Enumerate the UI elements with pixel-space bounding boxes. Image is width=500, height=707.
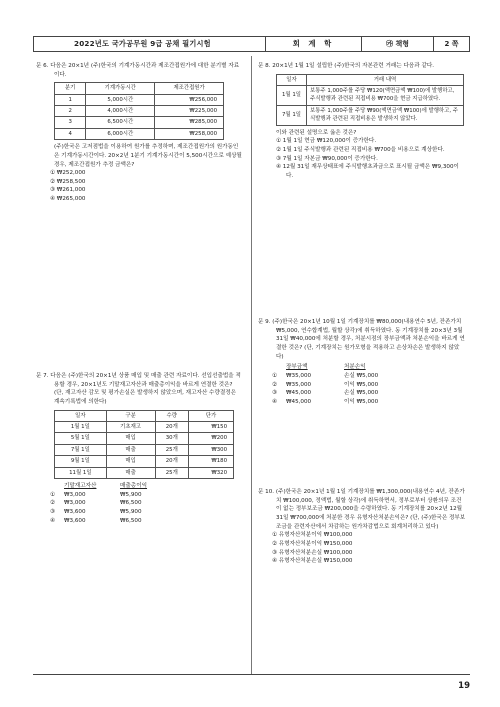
table-cell: 5,000시간 <box>86 94 155 105</box>
table-cell: 1 <box>55 94 86 105</box>
col-header-gross-profit: 매출총이익 <box>120 482 148 489</box>
option-1[interactable] <box>258 372 466 381</box>
option-2[interactable]: ② ₩258,500 <box>50 178 86 185</box>
table-cell: ₩300 <box>189 444 234 455</box>
table-cell: ₩258,000 <box>155 128 224 139</box>
option-marker: ② <box>50 500 56 507</box>
table-cell: ₩180 <box>189 456 234 467</box>
option-marker: ① <box>50 491 56 498</box>
option-marker: ③ <box>272 390 278 397</box>
booklet-type: ㉮ 책형 <box>362 37 434 51</box>
table-header-cell: 단가 <box>189 410 234 421</box>
table-cell: 30개 <box>155 433 188 444</box>
table-cell: 보통주 1,000주를 주당 ₩120(액면금액 ₩100)에 발행하고, 주식발행과 관련된 직접비용 ₩700을 현금 지급하였다. <box>307 86 464 106</box>
question-9 <box>258 318 466 407</box>
table-cell: 보통주 1,000주를 주당 ₩90(액면금액 ₩100)에 발행하고, 주식발행과 관련된 직접비용은 발생하지 않았다. <box>307 105 464 125</box>
option-marker: ① <box>272 372 278 379</box>
option-3[interactable]: ③ ₩261,000 <box>50 187 86 194</box>
option-marker: ④ <box>50 517 56 524</box>
table-cell: 4 <box>55 128 86 139</box>
table-row <box>55 456 234 467</box>
table-cell: ₩285,000 <box>155 117 224 128</box>
table-header-cell: 분기 <box>55 83 86 94</box>
option-value: ₩35,000 <box>286 372 312 379</box>
question-6-body: (주)한국은 고저점법을 이용하여 원가를 추정하며, 제조간접원가의 원가동인은 기계가동시간이다. 20×2년 1분기 기계가동시간이 5,500시간으로 예상될 경우, 제조간접원가 추정 금액은? <box>54 144 242 168</box>
option-marker: ② <box>272 381 278 388</box>
option-value: ₩3,600 <box>64 508 86 515</box>
option-column-headers <box>258 363 466 372</box>
option-4[interactable] <box>36 517 242 526</box>
option-1[interactable] <box>36 491 242 500</box>
table-cell: 매출 <box>106 444 155 455</box>
option-2[interactable]: ② 유형자산처분이익 ₩150,000 <box>272 540 353 547</box>
option-column-headers <box>36 482 242 491</box>
table-cell: ₩320 <box>189 467 234 478</box>
table-row <box>55 422 234 433</box>
question-7 <box>36 372 242 525</box>
option-2[interactable]: ② 1월 1일 주식발행과 관련된 직접비용 ₩700을 비용으로 계상한다. <box>276 146 445 153</box>
option-3[interactable] <box>258 389 466 398</box>
table-row <box>277 105 464 125</box>
col-header-ending-inventory: 기말재고자산 <box>64 482 97 489</box>
table-cell: 3 <box>55 117 86 128</box>
column-divider <box>251 56 252 674</box>
question-6-text: 문 6. 다음은 20×1년 (주)한국의 기계가동시간과 제조간접원가에 대한 분기별 자료이다. <box>36 63 240 78</box>
table-row <box>55 117 224 128</box>
question-7-table <box>54 410 234 479</box>
table-cell: 25개 <box>155 444 188 455</box>
option-value: ₩3,600 <box>64 517 86 524</box>
table-header-cell: 거래 내역 <box>307 74 464 85</box>
option-3[interactable]: ③ 유형자산처분손실 ₩100,000 <box>272 549 353 556</box>
footer-rule <box>33 674 470 675</box>
option-value: ₩35,000 <box>286 381 312 388</box>
table-cell: 6,000시간 <box>86 128 155 139</box>
table-header-cell: 기계가동시간 <box>86 83 155 94</box>
table-cell: 11월 1일 <box>55 467 107 478</box>
option-marker: ④ <box>272 398 278 405</box>
table-cell: 7월 1일 <box>55 444 107 455</box>
option-value: 이익 ₩5,000 <box>344 381 379 388</box>
table-cell: 기초재고 <box>106 422 155 433</box>
table-cell: ₩200 <box>189 433 234 444</box>
subject-name: 회 계 학 <box>266 37 362 51</box>
option-value: 이익 ₩5,000 <box>344 398 379 405</box>
table-row <box>55 94 224 105</box>
table-cell: 매출 <box>106 467 155 478</box>
question-7-text: 문 7. 다음은 (주)한국의 20×1년 상품 매입 및 매출 관련 자료이다. 선입선출법을 적용할 경우, 20×1년도 기말재고자산과 매출총이익을 바르게 연결한 것은? (단, 재고자산 감모 및 평가손실은 발생하지 않았으며, 재고자산 수량결정은 계속기록법에 의한다) <box>36 373 241 405</box>
table-cell: 1월 1일 <box>277 86 307 106</box>
option-1[interactable]: ① 1월 1일 현금 ₩120,000이 증가한다. <box>276 138 377 145</box>
option-3[interactable] <box>36 508 242 517</box>
table-cell: ₩150 <box>189 422 234 433</box>
table-row <box>55 128 224 139</box>
option-2[interactable] <box>36 499 242 508</box>
option-2[interactable] <box>258 381 466 390</box>
option-4[interactable]: ④ 12월 31일 재무상태표에 주식발행초과금으로 표시될 금액은 ₩9,300이다. <box>276 164 459 179</box>
option-value: ₩3,000 <box>64 491 86 498</box>
option-3[interactable]: ③ 7월 1일 자본금 ₩90,000이 증가한다. <box>276 155 378 162</box>
table-cell: 2 <box>55 106 86 117</box>
option-marker: ③ <box>50 508 56 515</box>
option-value: ₩6,500 <box>120 500 142 507</box>
question-8 <box>258 62 466 180</box>
page-number: 19 <box>458 681 470 691</box>
question-6 <box>36 62 242 204</box>
option-value: ₩45,000 <box>286 398 312 405</box>
exam-title: 2022년도 국가공무원 9급 공채 필기시험 <box>34 37 266 51</box>
table-row <box>55 467 234 478</box>
option-4[interactable]: ④ ₩265,000 <box>50 196 86 203</box>
table-row <box>55 444 234 455</box>
exam-header <box>33 36 470 52</box>
question-8-body: 이와 관련된 설명으로 옳은 것은? <box>276 129 357 136</box>
question-8-text: 문 8. 20×1년 1월 1일 설립한 (주)한국의 자본관련 거래는 다음과 같다. <box>258 63 435 69</box>
option-value: ₩45,000 <box>286 390 312 397</box>
option-value: ₩6,500 <box>120 517 142 524</box>
option-1[interactable]: ① ₩252,000 <box>50 170 86 177</box>
question-9-text: 문 9. (주)한국은 20×1년 10월 1일 기계장치를 ₩80,000(내용연수 5년, 잔존가치 ₩5,000, 연수합계법, 월할 상각)에 취득하였다. 동 기계장치를 20×3년 3월 31일 ₩40,000에 처분할 경우, 처분시점의 장부금액과 처분손익을 바르게 연결한 것은? (단, 기계장치는 원가모형을 적용하고 손상차손은 발생하지 않았다) <box>258 319 465 360</box>
option-value: ₩5,900 <box>120 491 142 498</box>
table-cell: ₩225,000 <box>155 106 224 117</box>
table-header-cell: 제조간접원가 <box>155 83 224 94</box>
table-header-cell: 일자 <box>55 410 107 421</box>
table-header-cell: 일자 <box>277 74 307 85</box>
question-10-text: 문 10. (주)한국은 20×1년 1월 1일 기계장치를 ₩1,300,000(내용연수 4년, 잔존가치 ₩100,000, 정액법, 월할 상각)에 취득하면서, 정부로부터 상환의무 조건이 없는 정부보조금 ₩200,000을 수령하였다. 동 기계장치를 20×2년 12월 31일 ₩700,000에 처분한 경우 유형자산처분손익은? (단, (주)한국은 정부보조금을 관련자산에서 차감하는 원가차감법으로 회계처리하고 있다) <box>258 489 466 530</box>
option-value: ₩3,000 <box>64 500 86 507</box>
option-value: 손실 ₩5,000 <box>344 372 379 379</box>
table-cell: 4,000시간 <box>86 106 155 117</box>
table-cell: 9월 1일 <box>55 456 107 467</box>
option-4[interactable] <box>258 398 466 407</box>
table-cell: 매입 <box>106 433 155 444</box>
table-cell: 7월 1일 <box>277 105 307 125</box>
table-cell: 6,500시간 <box>86 117 155 128</box>
table-cell: 20개 <box>155 456 188 467</box>
question-6-table <box>54 82 224 140</box>
option-1[interactable]: ① 유형자산처분이익 ₩100,000 <box>272 532 353 539</box>
page-indicator: 2 쪽 <box>444 39 459 48</box>
table-cell: 5월 1일 <box>55 433 107 444</box>
table-cell: 매입 <box>106 456 155 467</box>
table-cell: 1월 1일 <box>55 422 107 433</box>
option-value: ₩5,900 <box>120 508 142 515</box>
table-cell: 20개 <box>155 422 188 433</box>
question-10 <box>258 488 466 566</box>
table-header-cell: 수량 <box>155 410 188 421</box>
table-row <box>55 433 234 444</box>
col-header-book-value: 장부금액 <box>286 364 308 371</box>
table-row <box>55 106 224 117</box>
table-row <box>277 86 464 106</box>
table-cell: 25개 <box>155 467 188 478</box>
option-4[interactable]: ④ 유형자산처분손실 ₩150,000 <box>272 558 353 565</box>
col-header-disposal-gain-loss: 처분손익 <box>344 364 366 371</box>
table-header-cell: 구분 <box>106 410 155 421</box>
option-value: 손실 ₩5,000 <box>344 390 379 397</box>
table-cell: ₩256,000 <box>155 94 224 105</box>
question-8-table <box>276 74 464 126</box>
